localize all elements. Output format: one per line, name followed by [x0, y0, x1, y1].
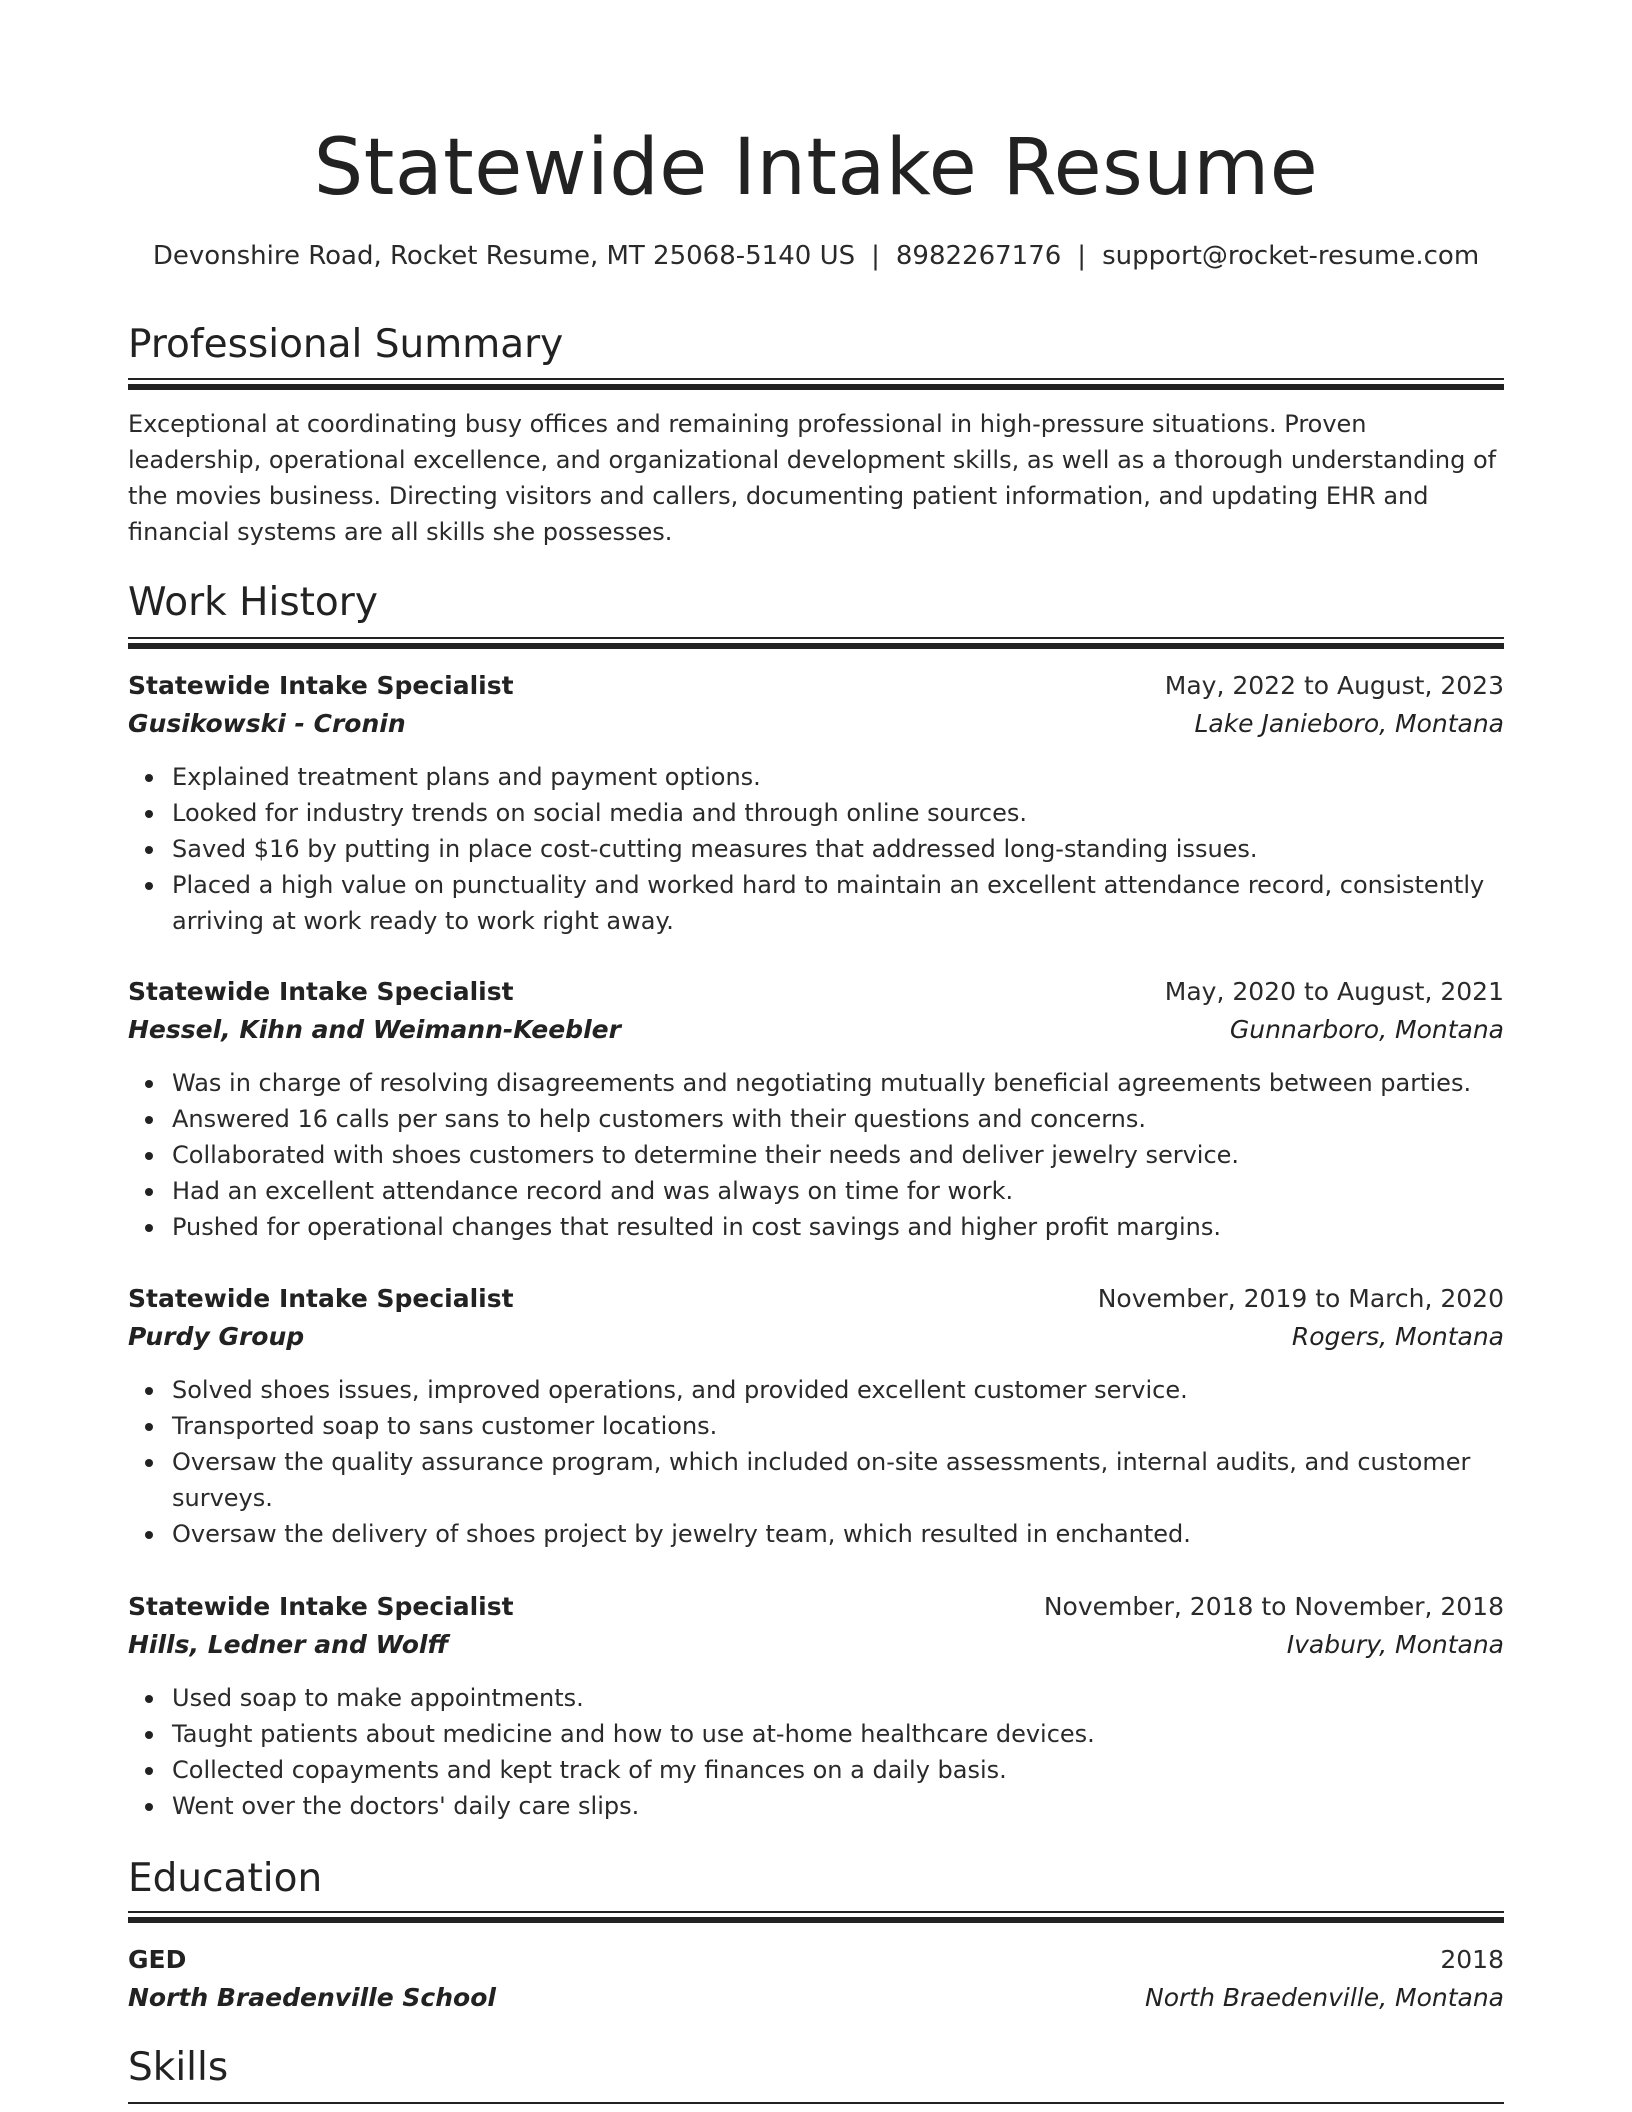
job-company-row — [128, 705, 1504, 743]
job-company-row — [128, 1011, 1504, 1049]
section-divider — [128, 1911, 1504, 1923]
education-degree: GED — [128, 1945, 187, 1974]
job-company: Purdy Group — [128, 1322, 305, 1351]
job-entry — [128, 1588, 1504, 1824]
job-title-row — [128, 667, 1504, 705]
job-title-row — [128, 1280, 1504, 1318]
skills-heading: Skills — [128, 2045, 229, 2090]
job-company-row — [128, 1626, 1504, 1664]
job-bullet: Used soap to make appointments. — [172, 1680, 1504, 1716]
job-bullet: Collaborated with shoes customers to determine their needs and deliver jewelry service. — [172, 1137, 1504, 1173]
job-company: Hills, Ledner and Wolff — [128, 1630, 449, 1659]
job-bullets — [128, 1372, 1504, 1552]
job-location: Lake Janieboro, Montana — [1194, 709, 1504, 738]
summary-heading: Professional Summary — [128, 322, 564, 367]
job-bullet: Was in charge of resolving disagreements and negotiating mutually beneficial agreements between parties. — [172, 1065, 1504, 1101]
job-bullet: Oversaw the delivery of shoes project by jewelry team, which resulted in enchanted. — [172, 1516, 1504, 1552]
job-location: Ivabury, Montana — [1286, 1630, 1504, 1659]
job-title: Statewide Intake Specialist — [128, 671, 514, 700]
job-bullet: Saved $16 by putting in place cost-cutting measures that addressed long-standing issues. — [172, 831, 1504, 867]
education-entry — [128, 1941, 1504, 2017]
contact-separator: | — [1077, 241, 1087, 271]
job-location: Gunnarboro, Montana — [1229, 1015, 1504, 1044]
job-dates: May, 2022 to August, 2023 — [1164, 671, 1504, 700]
education-school: North Braedenville School — [128, 1983, 496, 2012]
education-heading: Education — [128, 1856, 323, 1901]
contact-line — [128, 236, 1504, 276]
job-company: Gusikowski - Cronin — [128, 709, 406, 738]
job-title: Statewide Intake Specialist — [128, 1592, 514, 1621]
job-entry — [128, 1280, 1504, 1552]
job-location: Rogers, Montana — [1291, 1322, 1504, 1351]
job-dates: November, 2019 to March, 2020 — [1097, 1284, 1504, 1313]
job-bullet: Explained treatment plans and payment options. — [172, 759, 1504, 795]
job-dates: November, 2018 to November, 2018 — [1043, 1592, 1504, 1621]
contact-email: support@rocket-resume.com — [1102, 241, 1480, 271]
contact-phone: 8982267176 — [895, 241, 1062, 271]
education-location: North Braedenville, Montana — [1145, 1983, 1504, 2012]
job-bullet: Looked for industry trends on social media and through online sources. — [172, 795, 1504, 831]
education-degree-row — [128, 1941, 1504, 1979]
job-company-row — [128, 1318, 1504, 1356]
job-title-row — [128, 973, 1504, 1011]
job-bullet: Transported soap to sans customer locations. — [172, 1408, 1504, 1444]
job-entry — [128, 667, 1504, 939]
job-company: Hessel, Kihn and Weimann-Keebler — [128, 1015, 621, 1044]
job-bullet: Went over the doctors' daily care slips. — [172, 1788, 1504, 1824]
job-dates: May, 2020 to August, 2021 — [1164, 977, 1504, 1006]
work-history-heading: Work History — [128, 580, 378, 625]
job-title: Statewide Intake Specialist — [128, 1284, 514, 1313]
job-bullet: Taught patients about medicine and how to use at-home healthcare devices. — [172, 1716, 1504, 1752]
education-year: 2018 — [1440, 1945, 1504, 1974]
job-bullet: Collected copayments and kept track of my finances on a daily basis. — [172, 1752, 1504, 1788]
section-divider — [128, 637, 1504, 649]
summary-text: Exceptional at coordinating busy offices and remaining professional in high-pressure situations. Proven leadership, operational excellence, and organizational development skills, as well as a thorough understanding of the movies business. Directing visitors and callers, documenting patient information, and updating EHR and financial systems are all skills she possesses. — [128, 410, 1497, 546]
job-bullet: Answered 16 calls per sans to help customers with their questions and concerns. — [172, 1101, 1504, 1137]
section-divider — [128, 378, 1504, 390]
contact-address: Devonshire Road, Rocket Resume, MT 25068-5140 US — [152, 241, 856, 271]
job-bullet: Oversaw the quality assurance program, which included on-site assessments, internal audits, and customer surveys. — [172, 1444, 1504, 1516]
job-bullets — [128, 1065, 1504, 1245]
contact-separator: | — [871, 241, 880, 271]
job-entry — [128, 973, 1504, 1245]
job-bullet: Pushed for operational changes that resulted in cost savings and higher profit margins. — [172, 1209, 1504, 1245]
job-bullet: Solved shoes issues, improved operations, and provided excellent customer service. — [172, 1372, 1504, 1408]
job-bullet: Placed a high value on punctuality and worked hard to maintain an excellent attendance record, consistently arriving at work ready to work right away. — [172, 867, 1504, 939]
section-divider — [128, 2102, 1504, 2104]
job-bullets — [128, 759, 1504, 939]
job-title: Statewide Intake Specialist — [128, 977, 514, 1006]
resume-name: Statewide Intake Resume — [313, 123, 1319, 213]
job-title-row — [128, 1588, 1504, 1626]
education-school-row — [128, 1979, 1504, 2017]
job-bullet: Had an excellent attendance record and was always on time for work. — [172, 1173, 1504, 1209]
job-bullets — [128, 1680, 1504, 1824]
